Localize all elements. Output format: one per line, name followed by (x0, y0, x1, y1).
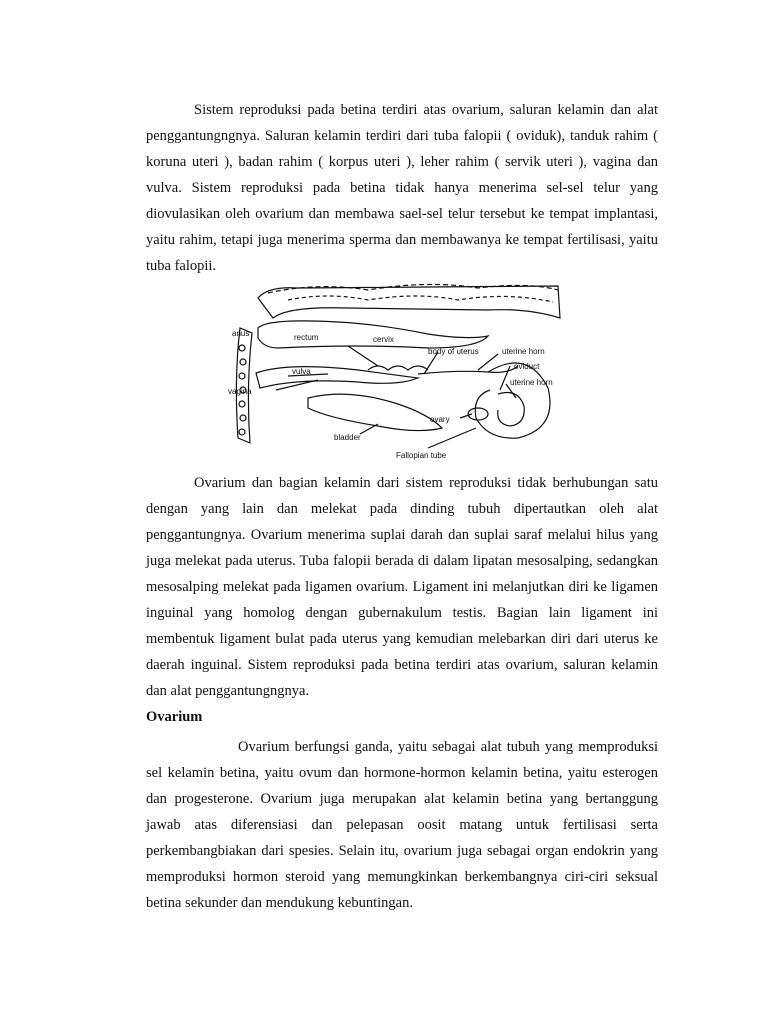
label-anus: anus (232, 329, 250, 338)
vagina-shape (256, 367, 418, 388)
uterus-body (418, 366, 518, 374)
paragraph-ovarium (146, 734, 658, 916)
label-vulva: vulva (292, 367, 311, 376)
paragraph-intro (146, 97, 658, 279)
cervix-folds (368, 366, 428, 370)
reproductive-tract-figure (228, 278, 568, 464)
label-fallopian-tube: Fallopian tube (396, 451, 447, 460)
label-rectum: rectum (294, 333, 319, 342)
label-bladder: bladder (334, 433, 361, 442)
label-oviduct: oviduct (514, 362, 540, 371)
uterine-horn-curve (475, 363, 550, 438)
label-ovary: ovary (430, 415, 450, 424)
paragraph-text: Sistem reproduksi pada betina terdiri atas ovarium, saluran kelamin dan alat penggantungngnya. Saluran kelamin terdiri dari tuba falopii ( oviduk), tanduk rahim ( koruna uteri ), badan rahim ( korpus uteri ), leher rahim ( servik uteri ), vagina dan vulva. Sistem reproduksi pada betina tidak hanya menerima sel-sel telur yang diovulasikan oleh ovarium dan membawa sael-sel telur tersebut ke tempat implantasi, yaitu rahim, tetapi juga menerima sperma dan membawanya ke tempat fertilisasi, yaitu tuba falopii. (146, 102, 658, 274)
paragraph-text: Ovarium dan bagian kelamin dari sistem reproduksi tidak berhubungan satu dengan yang lain dan melekat pada dinding tubuh dipertautkan oleh alat penggantungnya. Ovarium menerima suplai darah dan suplai saraf melalui hilus yang juga melekat pada uterus. Tuba falopii berada di dalam lipatan mesosalping, sedangkan mesosalping melekat pada ligamen ovarium. Ligament ini melanjutkan diri ke ligamen inguinal yang homolog dengan gubernakulum testis. Bagian lain ligament ini membentuk ligament bulat pada uterus yang kemudian melebarkan diri dari uterus ke daerah inguinal. Sistem reproduksi pada betina terdiri atas ovarium, saluran kelamin dan alat penggantungngnya. (146, 475, 658, 699)
label-uterine-horn: uterine horn (502, 347, 545, 356)
oviduct-coil (498, 393, 524, 427)
label-body-of-uterus: body of uterus (428, 347, 479, 356)
section-heading: Ovarium (146, 709, 203, 725)
spine-outline (258, 286, 560, 318)
label-vagina: vagina (228, 387, 252, 396)
paragraph-ovary-attachment (146, 470, 658, 704)
anatomy-diagram (228, 278, 568, 464)
paragraph-text: Ovarium berfungsi ganda, yaitu sebagai alat tubuh yang memproduksi sel kelamin betina, yaitu ovum dan hormone-hormon kelamin betina, yaitu esterogen dan progesterone. Ovarium juga merupakan alat kelamin betina yang bertanggung jawab atas diferensiasi dan pelepasan oosit matang untuk fertilisasi serta perkembangbiakan dari spesies. Selain itu, ovarium juga sebagai organ endokrin yang memproduksi hormon steroid yang memungkinkan berkembangnya ciri-ciri seksual betina sekunder dan mendukung kebuntingan. (146, 739, 658, 911)
label-uterine-horn-lower: uterine horn (510, 378, 553, 387)
label-cervix: cervix (373, 335, 394, 344)
